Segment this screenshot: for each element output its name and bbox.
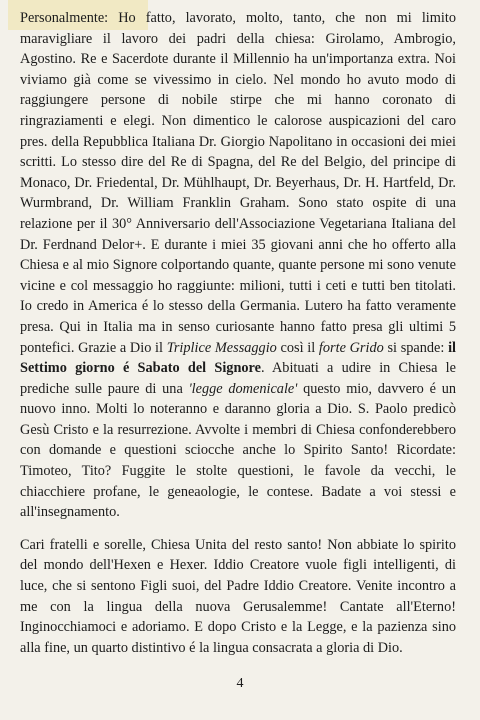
text-run: si spande: (383, 339, 449, 356)
italic-phrase: forte Grido (318, 339, 384, 356)
italic-phrase: Triplice Messaggio (166, 339, 277, 356)
paragraph-1 (20, 8, 456, 523)
page-number: 4 (236, 676, 244, 691)
text-run: così il (276, 339, 319, 356)
italic-phrase: 'legge domenicale' (188, 380, 298, 397)
text-run: questo mio, davvero é un nuovo inno. Molti lo noteranno e daranno gloria a Dio. S. Paolo predicò Gesù Cristo e la resurrezione. Avvolte i membri di Chiesa confonderebbero con domande e questioni sciocche anche lo Spirito Santo! Ricordate: Timoteo, Tito? Fuggite le stolte questioni, le favole da vecchi, le chiacchiere profane, le geneaologie, le contese. Badate a voi stessi e all'insegnamento. (20, 380, 456, 521)
bold-phrase: il Settimo giorno é Sabato del Signore (20, 339, 457, 377)
text-run: . Abituati a udire in Chiesa le prediche sulle paure di una (20, 360, 456, 397)
text-run: Personalmente: Ho fatto, lavorato, molto, tanto, che non mi limito maravigliare il lavoro dei padri della chiesa: Girolamo, Ambrogio, Agostino. Re e Sacerdote durante il Millennio ha un'importanza extra. Noi viviamo già come se vivessimo in cielo. Nel mondo ho avuto modo di raggiungere persone di nobile stirpe che mi hanno coronato di ringraziamenti e elegi. Non dimentico le calorose auspicazioni del caro pres. della Repubblica Italiana Dr. Giorgio Napolitano in occasioni dei miei scritti. Lo stesso dire del Re di Spagna, del Re del Belgio, del principe di Monaco, Dr. Friedental, Dr. Mühlhaupt, Dr. Beyerhaus, Dr. H. Hartfeld, Dr. Wurmbrand, Dr. William Franklin Graham. Sono stato ospite di una relazione per il 30° Anniversario dell'Associazione Vegetariana Italiana del Dr. Ferdnand Delor+. E durante i miei 35 giovani anni che ho offerto alla Chiesa e al mio Signore colportando quante, quante persone mi sono venute vicine e col messaggio ho raggiunte: milioni, tutti i ceti e tutti ben titolati. Io credo in America é lo stesso della Germania. Lutero ha fatto veramente presa. Qui in Italia ma in senso curiosante hanno fatto presa gli ultimi 5 pontefici. Grazie a Dio il (20, 10, 456, 356)
text-run: Cari fratelli e sorelle, Chiesa Unita del resto santo! Non abbiate lo spirito del mondo dell'Hexen e Hexer. Iddio Creatore vuole figli intelligenti, di luce, che si sentono Figli suoi, del Padre Iddio Creatore. Venite incontro a me con la lingua della nuova Gerusalemme! Cantate all'Eterno! Inginocchiamoci e adoriamo. E dopo Cristo e la Legge, e la pazienza sino alla fine, un quarto distintivo é la lingua consacrata a gloria di Dio. (20, 536, 456, 656)
paragraph-2 (20, 535, 456, 659)
